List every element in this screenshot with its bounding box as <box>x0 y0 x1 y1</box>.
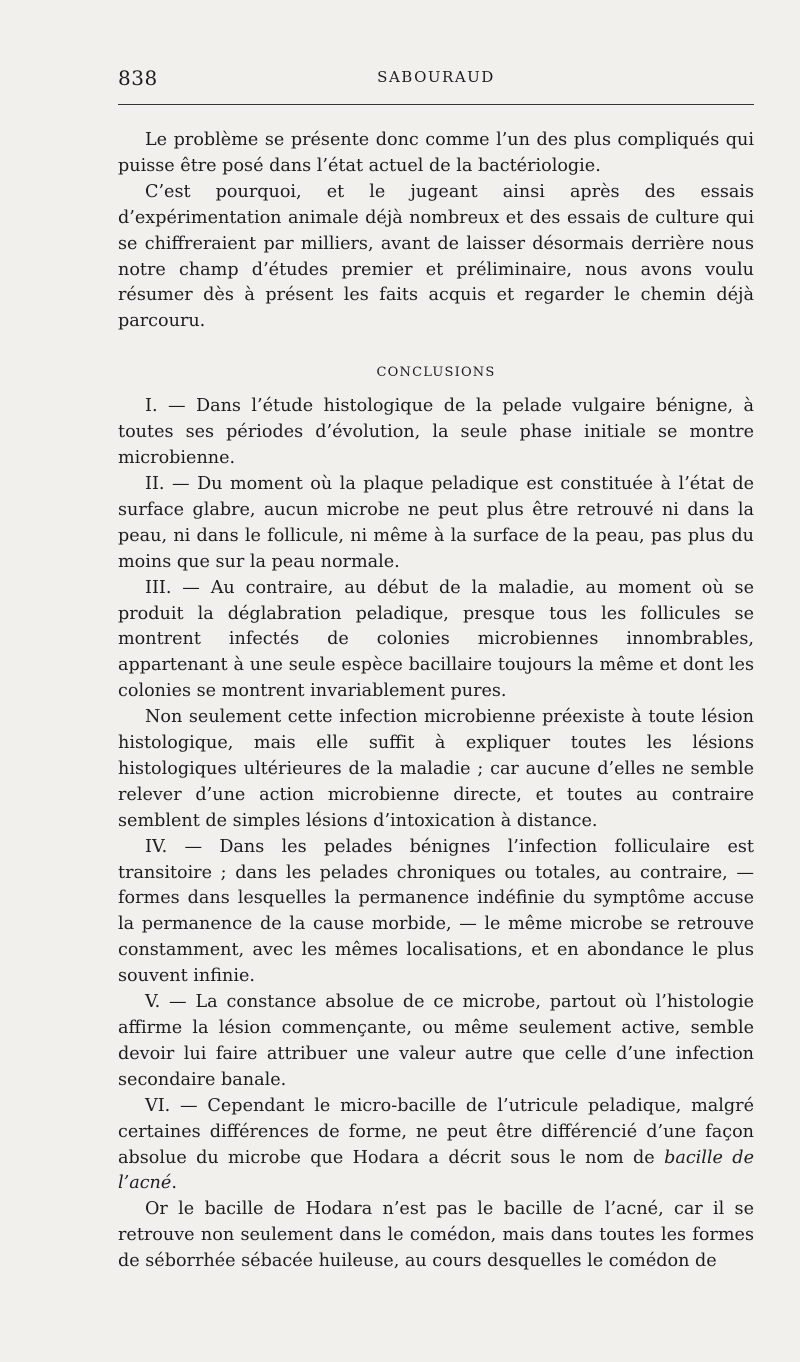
paragraph-intro-2: C’est pourquoi, et le jugeant ainsi après des essais d’expérimentation animale déjà nombreux et des essais de culture qui se chiffreraient par milliers, avant de laisser désormais derrière nous notre champ d’études premier et préliminaire, nous avons voulu résumer dès à présent les faits acquis et regarder le chemin déjà parcouru. <box>118 181 754 332</box>
conclusion-vi-end: . <box>171 1173 177 1194</box>
page-number: 838 <box>118 66 158 90</box>
conclusion-vi-text: VI. — Cependant le micro-bacille de l’utricule peladique, malgré certaines différences de forme, ne peut être différencié d’une façon absolue du microbe que Hodara a décrit sous le nom de <box>118 1095 754 1168</box>
conclusion-iii: III. — Au contraire, au début de la maladie, au moment où se produit la déglabration peladique, presque tous les follicules se montrent infectés de colonies microbiennes innombrables, appartenant à une seule espèce bacillaire toujours la même et dont les colonies se montrent invariablement pures. <box>118 577 754 702</box>
conclusion-i: I. — Dans l’étude histologique de la pelade vulgaire bénigne, à toutes ses périodes d’évolution, la seule phase initiale se montre microbienne. <box>118 396 754 469</box>
conclusion-vi <box>118 1094 754 1198</box>
conclusion-v: V. — La constance absolue de ce microbe, partout où l’histologie affirme la lésion commençante, ou même seulement active, semble devoir lui faire attribuer une valeur autre que celle d’une infection secondaire banale. <box>118 992 754 1090</box>
paragraph-final: Or le bacille de Hodara n’est pas le bacille de l’acné, car il se retrouve non seulement dans le comédon, mais dans toutes les formes de séborrhée sébacée huileuse, au cours desquelles le comédon de <box>118 1199 754 1272</box>
running-head: SABOURAUD <box>377 68 495 86</box>
paragraph-intro-1: Le problème se présente donc comme l’un des plus compliqués qui puisse être posé dans l’état actuel de la bactériologie. <box>118 130 754 176</box>
conclusion-iii-continued: Non seulement cette infection microbienne préexiste à toute lésion histologique, mais elle suffit à expliquer toutes les lésions histologiques ultérieures de la maladie ; car aucune d’elles ne semble relever d’une action microbienne directe, et toutes au contraire semblent de simples lésions d’intoxication à distance. <box>118 707 754 831</box>
section-heading: CONCLUSIONS <box>376 365 496 381</box>
conclusion-ii: II. — Du moment où la plaque peladique est constituée à l’état de surface glabre, aucun microbe ne peut plus être retrouvé ni dans la peau, ni dans le follicule, ni même à la surface de la peau, pas plus du moins que sur la peau normale. <box>118 473 754 572</box>
body-text <box>118 128 754 1275</box>
conclusion-iv: IV. — Dans les pelades bénignes l’infection folliculaire est transitoire ; dans les pelades chroniques ou totales, au contraire, — formes dans lesquelles la permanence indéfinie du symptôme accuse la permanence de la cause morbide, — le même microbe se retrouve constamment, avec les mêmes localisations, et en abondance le plus souvent infinie. <box>118 836 754 987</box>
conclusion-vi-italic: bacille de l’acné <box>118 1147 754 1194</box>
header-rule <box>118 104 754 105</box>
page-header <box>118 66 754 96</box>
